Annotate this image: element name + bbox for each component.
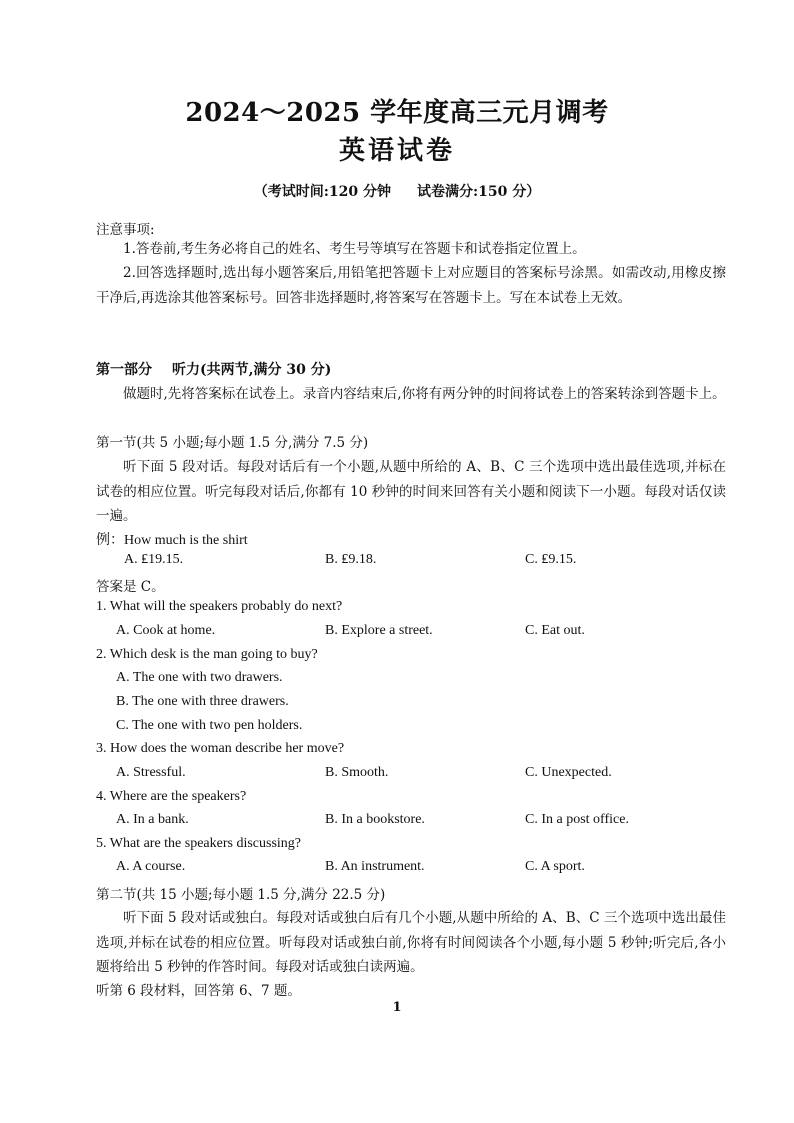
example-answer: 答案是 C。 (96, 579, 165, 595)
example-option-c: C. ₤9.15. (525, 552, 577, 567)
material-6-instruction: 听第 6 段材料，回答第 6、7 题。 (96, 983, 301, 999)
question-3-option-b: B. Smooth. (325, 765, 389, 780)
part1-title: 听力(共两节,满分 30 分) (172, 362, 332, 378)
question-3-option-c: C. Unexpected. (525, 765, 612, 780)
part1-label: 第一部分 (96, 362, 152, 378)
exam-time: （考试时间:120 分钟 (253, 184, 391, 200)
question-2-stem: 2. Which desk is the man going to buy? (96, 647, 318, 662)
question-3-stem: 3. How does the woman describe her move? (96, 741, 345, 756)
notes-item-1: 1.答卷前,考生务必将自己的姓名、考生号等填写在答题卡和试卷指定位置上。 (123, 241, 586, 257)
question-4-option-c: C. In a post office. (525, 812, 629, 827)
section1-heading: 第一节(共 5 小题;每小题 1.5 分,满分 7.5 分) (96, 435, 369, 451)
notes-item-2: 2.回答选择题时,选出每小题答案后,用铅笔把答题卡上对应题目的答案标号涂黑。如需改动,用橡皮擦干净后,再选涂其他答案标号。回答非选择题时,将答案写在答题卡上。写在本试卷上无效。 (96, 265, 726, 306)
question-1-option-a: A. Cook at home. (116, 623, 216, 638)
question-2-option-c: C. The one with two pen holders. (116, 718, 303, 733)
example-option-a: A. ₤19.15. (124, 552, 184, 567)
question-5-stem: 5. What are the speakers discussing? (96, 836, 302, 851)
page-number: 1 (392, 1000, 402, 1015)
question-1-stem: 1. What will the speakers probably do next? (96, 599, 343, 614)
question-2-option-b: B. The one with three drawers. (116, 694, 289, 709)
example-stem: 例：How much is the shirt (96, 533, 248, 548)
part1-heading (96, 359, 331, 379)
exam-info (0, 181, 794, 201)
exam-full-score: 试卷满分:150 分） (417, 184, 541, 200)
notes-heading: 注意事项: (96, 222, 155, 238)
question-4-option-a: A. In a bank. (116, 812, 189, 827)
section2-intro: 听下面 5 段对话或独白。每段对话或独白后有几个小题,从题中所给的 A、B、C 三个选项中选出最佳选项,并标在试卷的相应位置。听每段对话或独白前,你将有时间阅读各个小题,每小题 5 秒钟;听完后,各小题将给出 5 秒钟的作答时间。每段对话或独白读两遍。 (96, 910, 726, 975)
question-1-option-c: C. Eat out. (525, 623, 585, 638)
section2-heading: 第二节(共 15 小题;每小题 1.5 分,满分 22.5 分) (96, 887, 386, 903)
question-1-option-b: B. Explore a street. (325, 623, 433, 638)
exam-title: 2024～2025 学年度高三元月调考 (185, 98, 609, 128)
question-5-option-b: B. An instrument. (325, 859, 425, 874)
question-5-option-c: C. A sport. (525, 859, 585, 874)
question-4-stem: 4. Where are the speakers? (96, 789, 247, 804)
section1-intro: 听下面 5 段对话。每段对话后有一个小题,从题中所给的 A、B、C 三个选项中选出最佳选项,并标在试卷的相应位置。听完每段对话后,你都有 10 秒钟的时间来回答有关小题和阅读下一小题。每段对话仅读一遍。 (96, 459, 726, 524)
part1-intro: 做题时,先将答案标在试卷上。录音内容结束后,你将有两分钟的时间将试卷上的答案转涂到答题卡上。 (123, 386, 726, 402)
question-5-option-a: A. A course. (116, 859, 186, 874)
example-option-b: B. ₤9.18. (325, 552, 377, 567)
question-2-option-a: A. The one with two drawers. (116, 670, 283, 685)
exam-subject-title: 英语试卷 (338, 136, 455, 166)
question-4-option-b: B. In a bookstore. (325, 812, 425, 827)
question-3-option-a: A. Stressful. (116, 765, 186, 780)
